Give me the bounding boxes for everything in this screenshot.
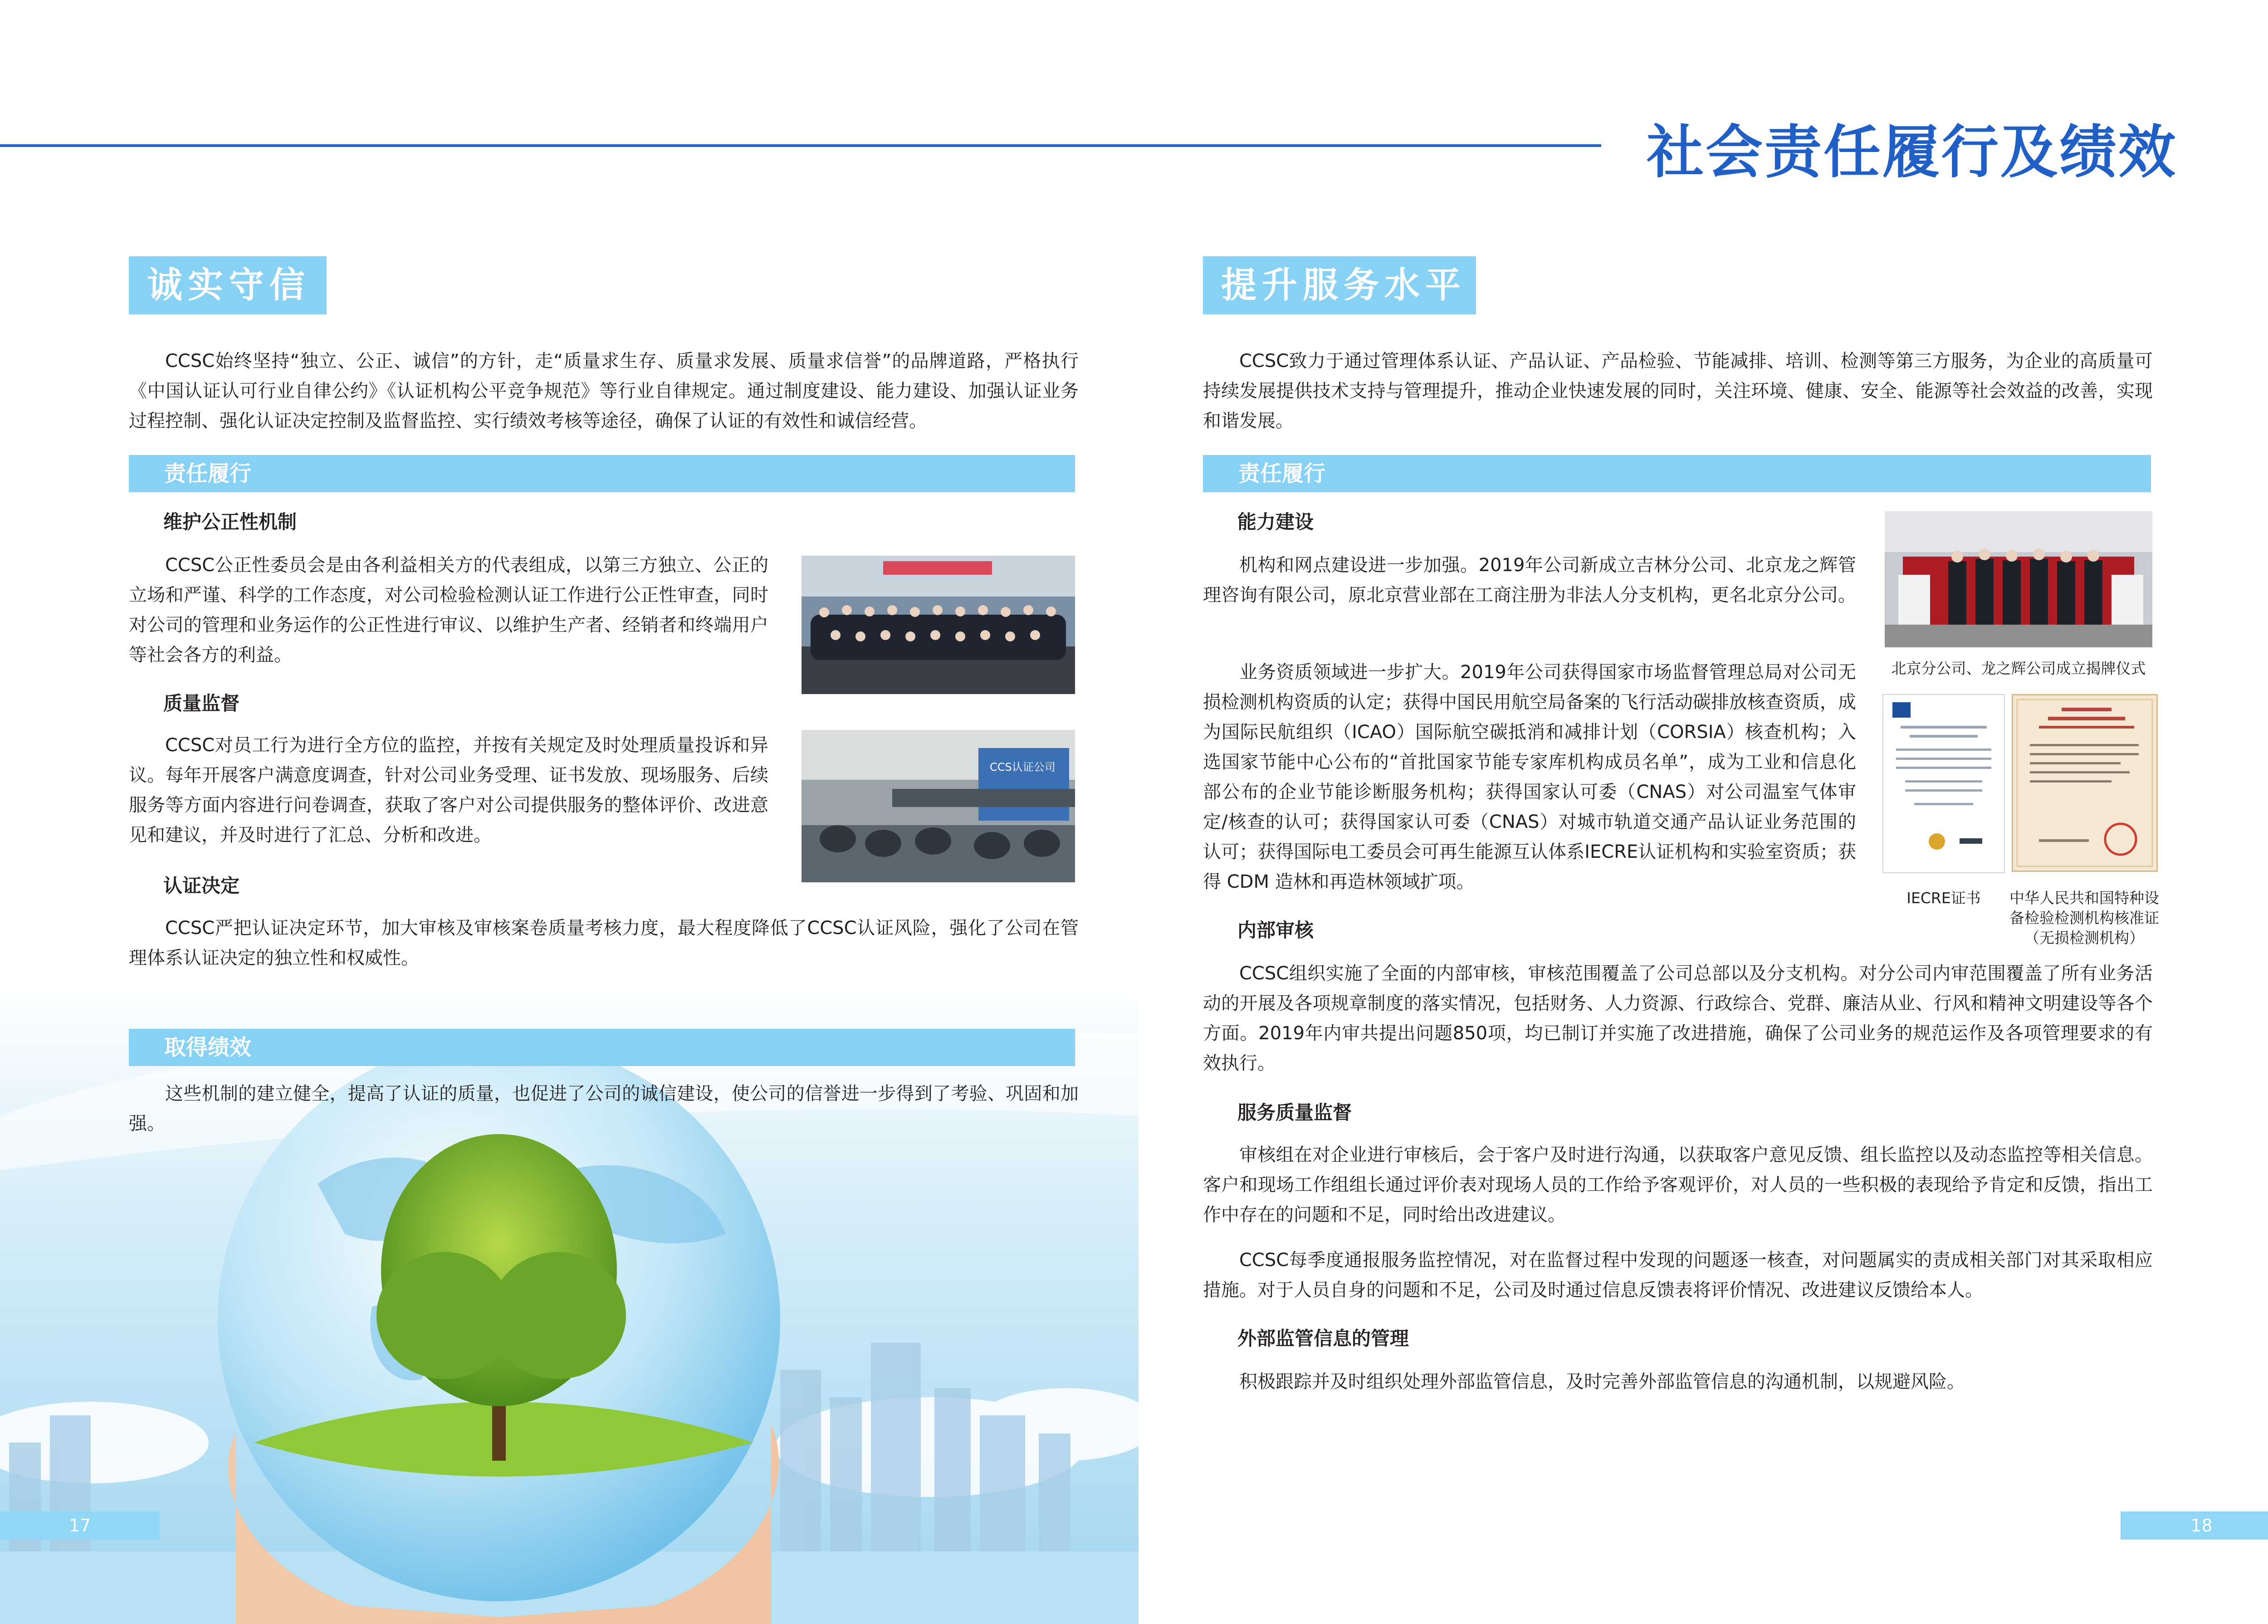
iecre-certificate-image (1882, 694, 2005, 873)
section-title-integrity: 诚实守信 (129, 256, 327, 314)
subheading-capacity-building: 能力建设 (1237, 511, 1314, 533)
capacity-building-paragraph-1: 机构和网点建设进一步加强。2019年公司新成立吉林分公司、北京龙之辉管理咨询有限公司，原北京营业部在工商注册为非法人分支机构，更名北京分公司。 (1203, 555, 1856, 606)
section-title-service-level: 提升服务水平 (1203, 256, 1476, 314)
internal-audit-paragraph: CCSC组织实施了全面的内部审核，审核范围覆盖了公司总部以及分支机构。对分公司内审范围覆盖了所有业务活动的开展及各项规章制度的落实情况，包括财务、人力资源、行政综合、党群、廉洁从业、行风和精神文明建设等各个方面。2019年内审共提出问题850项，均已制订并实施了改进措施，确保了公司业务的规范运作及各项管理要求的有效执行。 (1203, 963, 2153, 1074)
service-quality-paragraph-2: CCSC每季度通报服务监控情况，对在监督过程中发现的问题逐一核查，对问题属实的责成相关部门对其采取相应措施。对于人员自身的问题和不足，公司及时通过信息反馈表将评价情况、改进建议反馈给本人。 (1203, 1250, 2153, 1301)
right-intro-paragraph: CCSC致力于通过管理体系认证、产品认证、产品检验、节能减排、培训、检测等第三方服务，为企业的高质量可持续发展提供技术支持与管理提升，推动企业快速发展的同时，关注环境、健康、安全、能源等社会效益的改善，实现和谐发展。 (1203, 351, 2153, 431)
subheading-certification-decision: 认证决定 (163, 875, 240, 897)
subheading-quality-supervision: 质量监督 (163, 692, 240, 714)
achievements-paragraph: 这些机制的建立健全，提高了认证的质量，也促进了公司的诚信建设，使公司的信誉进一步得到了考验、巩固和加强。 (129, 1083, 1079, 1134)
caption-unveiling: 北京分公司、龙之辉公司成立揭牌仪式 (1891, 660, 2146, 677)
globe-tree-illustration (0, 980, 1139, 1624)
subheading-external-supervision: 外部监管信息的管理 (1237, 1327, 1409, 1350)
company-sign: CCS认证公司 (990, 761, 1056, 773)
unveiling-ceremony-photo (1885, 511, 2152, 647)
training-room-photo (802, 730, 1075, 882)
caption-special-equipment-license: 中华人民共和国特种设备检验检测机构核准证（无损检测机构） (2009, 889, 2159, 947)
page-number-right: 18 (2121, 1511, 2268, 1540)
bar-responsibility-right: 责任履行 (1203, 455, 2151, 492)
special-equipment-license-image (2012, 694, 2158, 872)
caption-iecre: IECRE证书 (1906, 889, 1981, 907)
certification-decision-paragraph: CCSC严把认证决定环节，加大审核及审核案卷质量考核力度，最大程度降低了CCSC认证风险，强化了公司在管理体系认证决定的独立性和权威性。 (129, 918, 1079, 969)
subheading-impartiality: 维护公正性机制 (163, 511, 297, 533)
header-rule (0, 144, 1601, 147)
impartiality-paragraph: CCSC公正性委员会是由各利益相关方的代表组成，以第三方独立、公正的立场和严谨、科学的工作态度，对公司检验检测认证工作进行公正性审查，同时对公司的管理和业务运作的公正性进行审议、以维护生产者、经销者和终端用户等社会各方的利益。 (129, 555, 768, 665)
left-intro-paragraph: CCSC始终坚持“独立、公正、诚信”的方针，走“质量求生存、质量求发展、质量求信誉”的品牌道路，严格执行《中国认证认可行业自律公约》《认证机构公平竞争规范》等行业自律规定。通过制度建设、能力建设、加强认证业务过程控制、强化认证决定控制及监督监控、实行绩效考核等途径，确保了认证的有效性和诚信经营。 (129, 351, 1079, 431)
committee-group-photo (802, 556, 1075, 694)
subheading-service-quality: 服务质量监督 (1237, 1101, 1352, 1124)
subheading-internal-audit: 内部审核 (1237, 919, 1314, 941)
capacity-building-paragraph-2: 业务资质领域进一步扩大。2019年公司获得国家市场监督管理总局对公司无损检测机构资质的认定；获得中国民用航空局备案的飞行活动碳排放核查资质，成为国际民航组织（ICAO）国际航空碳抵消和减排计划（CORSIA）核查机构；入选国家节能中心公布的“首批国家节能专家库机构成员名单”，成为工业和信息化部公布的企业节能诊断服务机构；获得国家认可委（CNAS）对公司温室气体审定/核查的认可；获得国家认可委（CNAS）对城市轨道交通产品认证业务范围的认可；获得国际电工委员会可再生能源互认体系IECRE认证机构和实验室资质；获得 CDM 造林和再造林领域扩项。 (1203, 662, 1856, 892)
page-number-left: 17 (0, 1511, 160, 1540)
page-title: 社会责任履行及绩效 (1647, 119, 2177, 186)
bar-achievements: 取得绩效 (129, 1029, 1075, 1066)
external-supervision-paragraph: 积极跟踪并及时组织处理外部监管信息，及时完善外部监管信息的沟通机制，以规避风险。 (1239, 1371, 1965, 1392)
quality-supervision-paragraph: CCSC对员工行为进行全方位的监控，并按有关规定及时处理质量投诉和异议。每年开展客户满意度调查，针对公司业务受理、证书发放、现场服务、后续服务等方面内容进行问卷调查，获取了客户对公司提供服务的整体评价、改进意见和建议，并及时进行了汇总、分析和改进。 (129, 735, 768, 846)
service-quality-paragraph-1: 审核组在对企业进行审核后，会于客户及时进行沟通，以获取客户意见反馈、组长监控以及动态监控等相关信息。客户和现场工作组组长通过评价表对现场人员的工作给予客观评价，对人员的一些积极的表现给予肯定和反馈，指出工作中存在的问题和不足，同时给出改进建议。 (1203, 1145, 2153, 1225)
bar-responsibility-left: 责任履行 (129, 455, 1075, 492)
